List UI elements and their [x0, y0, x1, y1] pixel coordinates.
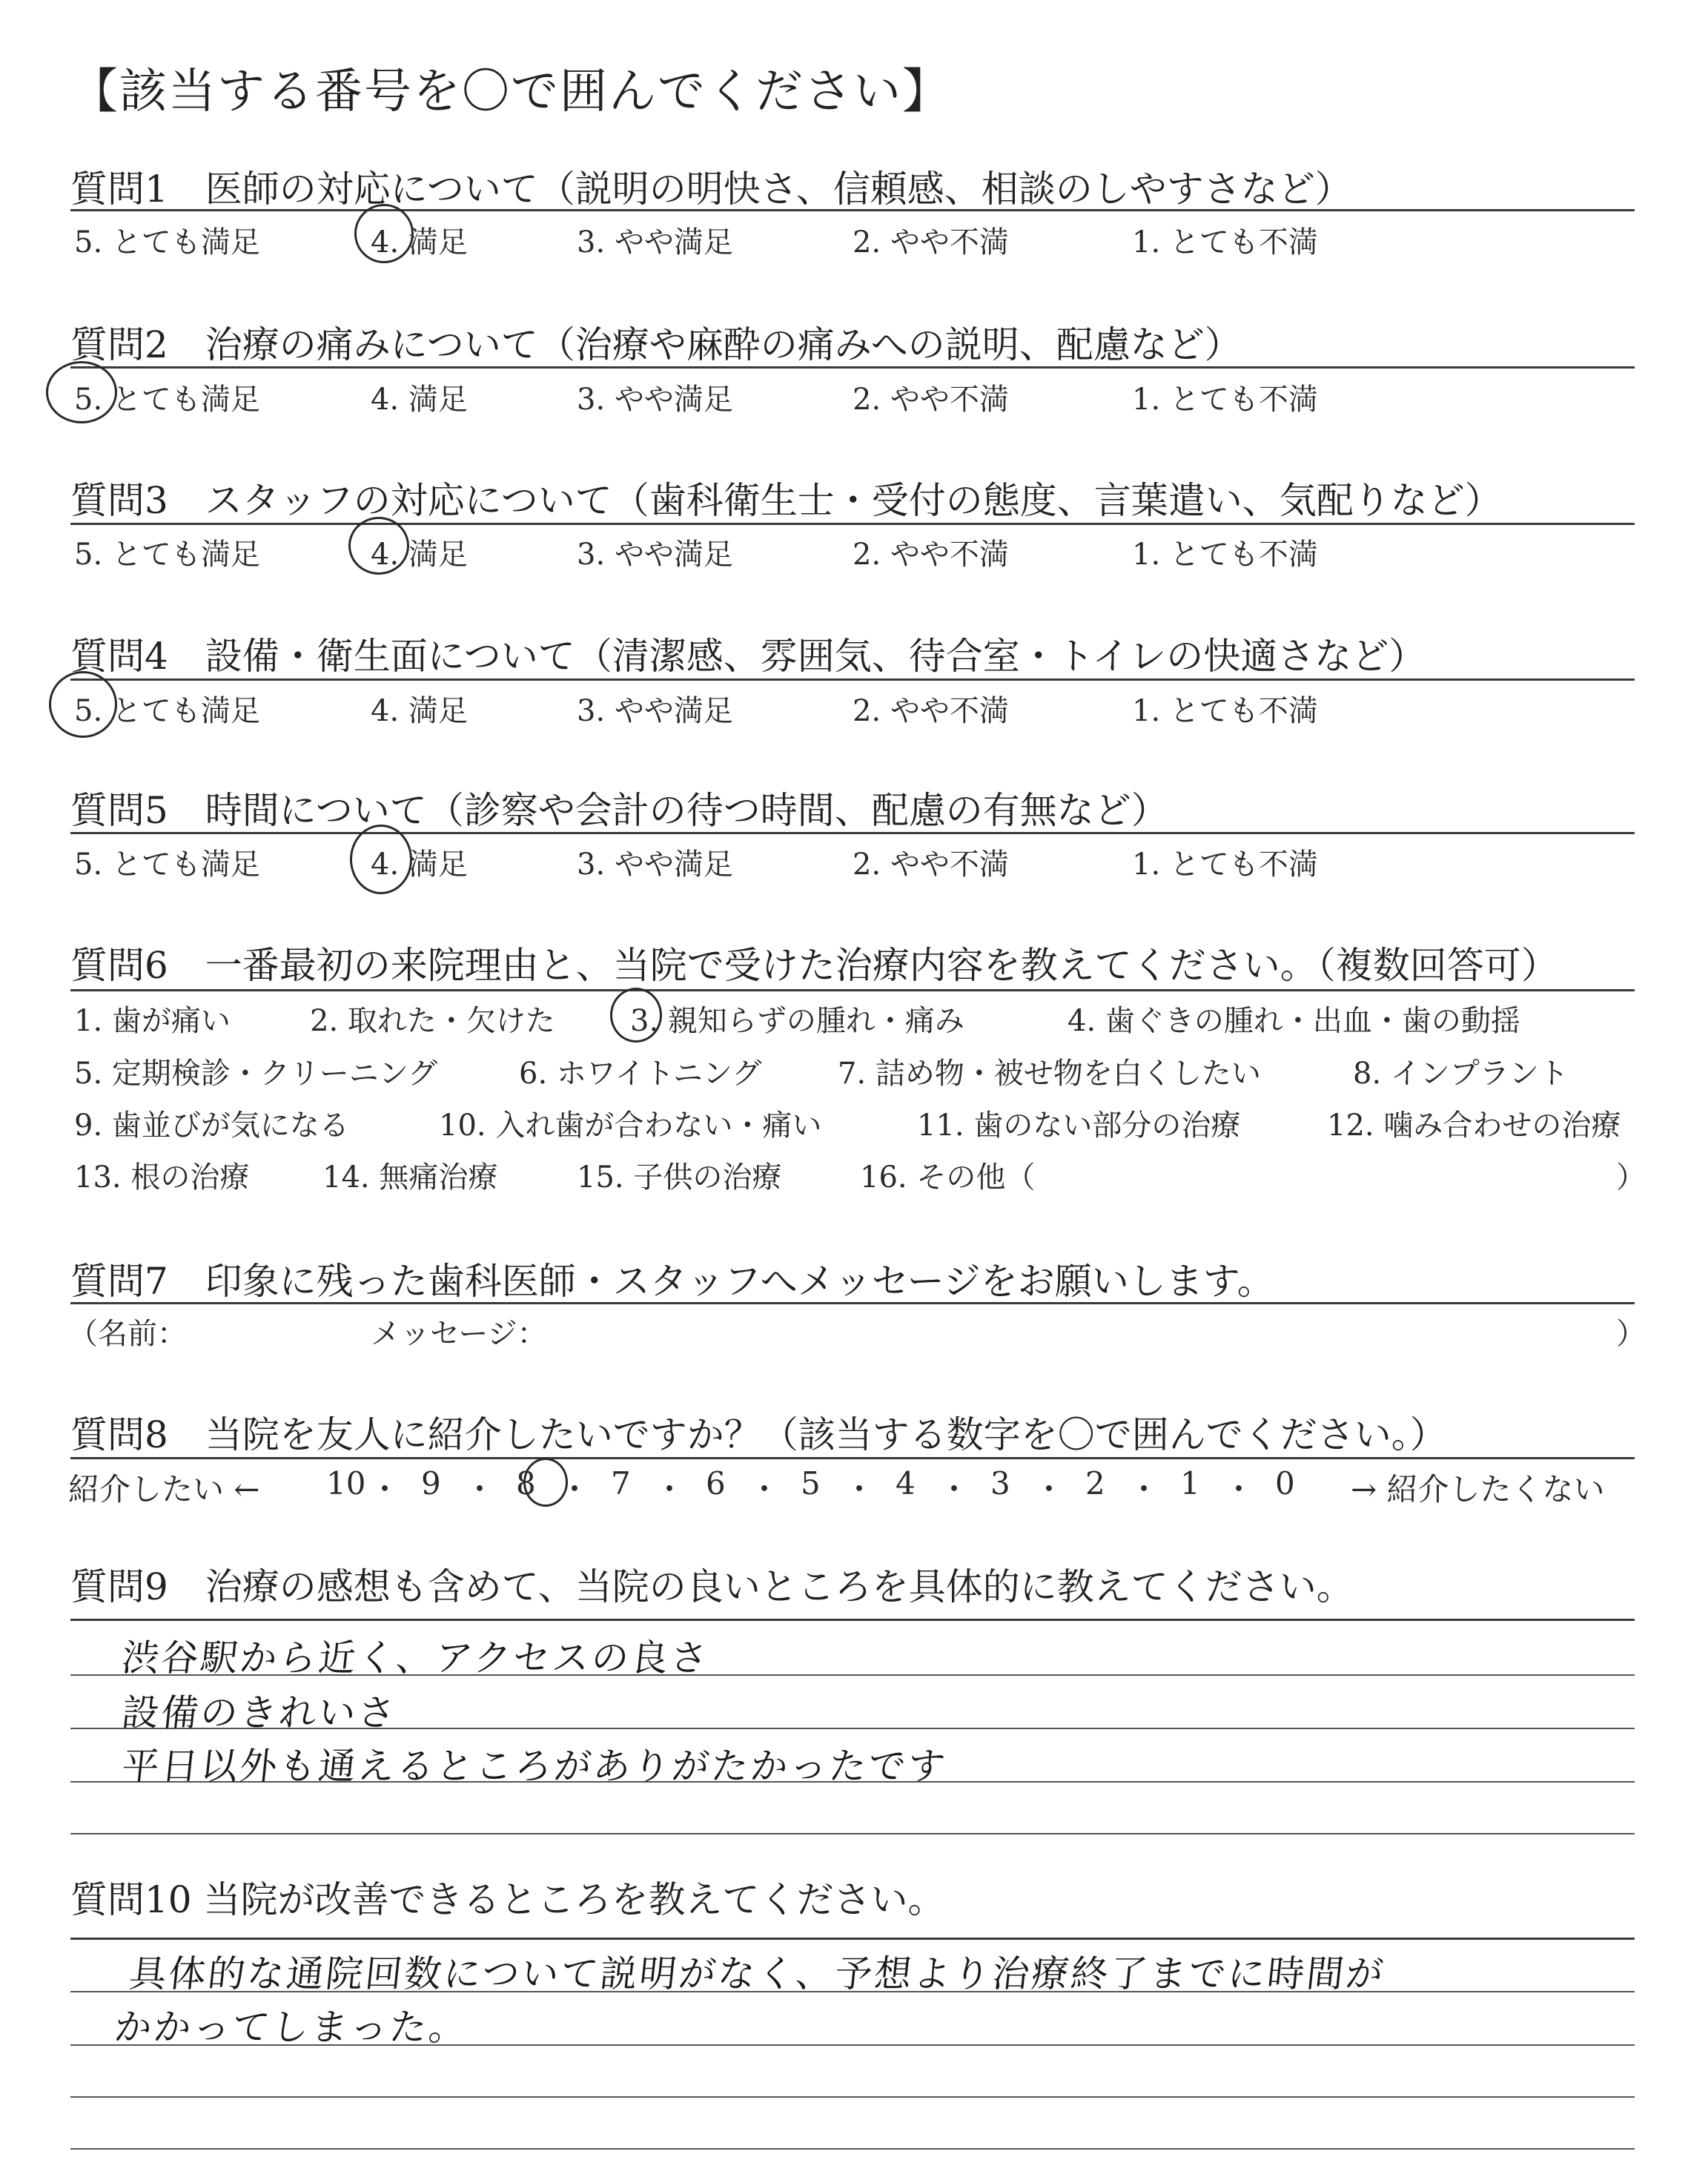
- q6-option-16[interactable]: 16. その他（: [860, 1160, 1036, 1195]
- q9-title: 質問9 治療の感想も含めて、当院の良いところを具体的に教えてください。: [70, 1565, 1354, 1608]
- q6-option-6[interactable]: 6. ホワイトニング: [519, 1057, 762, 1091]
- form-header: 【該当する番号を〇で囲んでください】: [70, 65, 951, 119]
- q8-scale-separator: ・: [844, 1471, 875, 1507]
- q5-option-3[interactable]: 3. やや満足: [577, 848, 733, 882]
- q9-answer-text: 渋谷駅から近く、アクセスの良さ: [119, 1636, 712, 1680]
- q4-option-3[interactable]: 3. やや満足: [577, 694, 733, 728]
- q7-close-paren: ）: [1616, 1317, 1646, 1351]
- q6-close-paren: ）: [1616, 1160, 1646, 1195]
- q10-answer-line: [70, 2148, 1635, 2150]
- q6-option-8[interactable]: 8. インプラント: [1353, 1057, 1569, 1091]
- q8-scale-separator: ・: [1128, 1471, 1160, 1507]
- q1-selection-circle: [354, 204, 414, 263]
- q8-scale-number[interactable]: 1: [1180, 1465, 1200, 1502]
- q4-option-4[interactable]: 4. 満足: [371, 694, 468, 728]
- q6-selection-circle: [610, 988, 662, 1043]
- q8-scale-number[interactable]: 10: [326, 1465, 366, 1502]
- q5-option-2[interactable]: 2. やや不満: [853, 848, 1009, 882]
- q8-title: 質問8 当院を友人に紹介したいですか？（該当する数字を〇で囲んでください。）: [70, 1413, 1447, 1456]
- q8-scale-number[interactable]: 0: [1275, 1465, 1295, 1502]
- q6-option-11[interactable]: 11. 歯のない部分の治療: [917, 1109, 1241, 1143]
- q4-option-1[interactable]: 1. とても不満: [1132, 694, 1318, 728]
- q6-option-3[interactable]: 3. 親知らずの腫れ・痛み: [630, 1004, 964, 1038]
- q8-right-label: → 紹介したくない: [1351, 1471, 1605, 1507]
- q3-option-1[interactable]: 1. とても不満: [1132, 538, 1318, 572]
- q2-title: 質問2 治療の痛みについて（治療や麻酔の痛みへの説明、配慮など）: [70, 323, 1242, 366]
- q1-option-3[interactable]: 3. やや満足: [577, 225, 733, 260]
- q5-option-1[interactable]: 1. とても不満: [1132, 848, 1318, 882]
- q8-selection-circle: [523, 1458, 568, 1507]
- q8-rule: [70, 1457, 1635, 1459]
- q8-scale-separator: ・: [559, 1471, 591, 1507]
- q8-scale-number[interactable]: 7: [611, 1465, 631, 1502]
- q6-title: 質問6 一番最初の来院理由と、当院で受けた治療内容を教えてください。（複数回答可）: [70, 944, 1558, 987]
- q8-scale-separator: ・: [749, 1471, 781, 1507]
- q5-option-4[interactable]: 4. 満足: [371, 848, 468, 882]
- q6-option-7[interactable]: 7. 詰め物・被せ物を白くしたい: [838, 1057, 1261, 1091]
- q4-selection-circle: [49, 671, 117, 738]
- q8-scale-number[interactable]: 2: [1085, 1465, 1105, 1502]
- q6-option-13[interactable]: 13. 根の治療: [74, 1160, 250, 1195]
- q6-option-14[interactable]: 14. 無痛治療: [322, 1160, 498, 1195]
- q9-answer-text: 設備のきれいさ: [119, 1691, 400, 1734]
- q6-option-9[interactable]: 9. 歯並びが気になる: [74, 1109, 349, 1143]
- q7-rule: [70, 1302, 1635, 1304]
- q9-rule: [70, 1619, 1635, 1621]
- q6-rule: [70, 989, 1635, 991]
- q6-option-1[interactable]: 1. 歯が痛い: [74, 1004, 231, 1038]
- q2-option-2[interactable]: 2. やや不満: [853, 383, 1009, 417]
- q8-scale-separator: ・: [939, 1471, 970, 1507]
- q3-option-4[interactable]: 4. 満足: [371, 538, 468, 572]
- q6-option-2[interactable]: 2. 取れた・欠けた: [310, 1004, 555, 1038]
- q2-option-5[interactable]: 5. とても満足: [74, 383, 260, 417]
- q10-answer-text: かかってしまった。: [112, 2006, 471, 2049]
- q5-selection-circle: [350, 825, 412, 894]
- q2-option-4[interactable]: 4. 満足: [371, 383, 468, 417]
- q4-option-2[interactable]: 2. やや不満: [853, 694, 1009, 728]
- q8-scale-number[interactable]: 4: [896, 1465, 916, 1502]
- q7-message-label: メッセージ：: [371, 1317, 547, 1351]
- q6-option-4[interactable]: 4. 歯ぐきの腫れ・出血・歯の動揺: [1068, 1004, 1520, 1038]
- q6-option-5[interactable]: 5. 定期検診・クリーニング: [74, 1057, 438, 1091]
- q2-option-1[interactable]: 1. とても不満: [1132, 383, 1318, 417]
- q2-option-3[interactable]: 3. やや満足: [577, 383, 733, 417]
- q3-option-2[interactable]: 2. やや不満: [853, 538, 1009, 572]
- q8-scale-number[interactable]: 3: [990, 1465, 1010, 1502]
- q10-title: 質問10 当院が改善できるところを教えてください。: [70, 1878, 945, 1921]
- q1-option-2[interactable]: 2. やや不満: [853, 225, 1009, 260]
- q8-scale-number[interactable]: 6: [706, 1465, 726, 1502]
- q8-scale-separator: ・: [369, 1471, 401, 1507]
- q3-option-5[interactable]: 5. とても満足: [74, 538, 260, 572]
- q3-selection-circle: [348, 517, 409, 575]
- q1-rule: [70, 209, 1635, 211]
- q1-option-4[interactable]: 4. 満足: [371, 225, 468, 260]
- q9-answer-text: 平日以外も通えるところがありがたかったです: [119, 1745, 950, 1788]
- q7-title: 質問7 印象に残った歯科医師・スタッフへメッセージをお願いします。: [70, 1260, 1274, 1303]
- q8-scale-separator: ・: [1223, 1471, 1255, 1507]
- q5-rule: [70, 832, 1635, 834]
- q1-title: 質問1 医師の対応について（説明の明快さ、信頼感、相談のしやすさなど）: [70, 168, 1352, 211]
- q2-rule: [70, 366, 1635, 369]
- q3-option-3[interactable]: 3. やや満足: [577, 538, 733, 572]
- q10-rule: [70, 1938, 1635, 1940]
- q8-scale-separator: ・: [464, 1471, 496, 1507]
- q2-selection-circle: [46, 361, 117, 423]
- q8-scale-separator: ・: [1033, 1471, 1065, 1507]
- q8-scale-number[interactable]: 8: [516, 1465, 536, 1502]
- q1-option-5[interactable]: 5. とても満足: [74, 225, 260, 260]
- q4-rule: [70, 678, 1635, 681]
- q1-option-1[interactable]: 1. とても不満: [1132, 225, 1318, 260]
- q8-scale-number[interactable]: 9: [421, 1465, 441, 1502]
- q3-rule: [70, 523, 1635, 525]
- q8-scale-separator: ・: [654, 1471, 686, 1507]
- q6-option-10[interactable]: 10. 入れ歯が合わない・痛い: [439, 1109, 822, 1143]
- q7-name-label: （名前：: [68, 1317, 187, 1351]
- q10-answer-text: 具体的な通院回数について説明がなく、予想より治療終了までに時間が: [127, 1952, 1388, 1995]
- q5-option-5[interactable]: 5. とても満足: [74, 848, 260, 882]
- q4-option-5[interactable]: 5. とても満足: [74, 694, 260, 728]
- q8-scale-number[interactable]: 5: [801, 1465, 821, 1502]
- q10-answer-line: [70, 2096, 1635, 2098]
- q8-left-label: 紹介したい ←: [68, 1471, 260, 1507]
- q5-title: 質問5 時間について（診察や会計の待つ時間、配慮の有無など）: [70, 789, 1168, 832]
- q3-title: 質問3 スタッフの対応について（歯科衛生士・受付の態度、言葉遣い、気配りなど）: [70, 479, 1502, 522]
- q6-option-12[interactable]: 12. 噛み合わせの治療: [1327, 1109, 1621, 1143]
- q6-option-15[interactable]: 15. 子供の治療: [577, 1160, 782, 1195]
- q9-answer-line: [70, 1833, 1635, 1834]
- q4-title: 質問4 設備・衛生面について（清潔感、雰囲気、待合室・トイレの快適さなど）: [70, 635, 1426, 678]
